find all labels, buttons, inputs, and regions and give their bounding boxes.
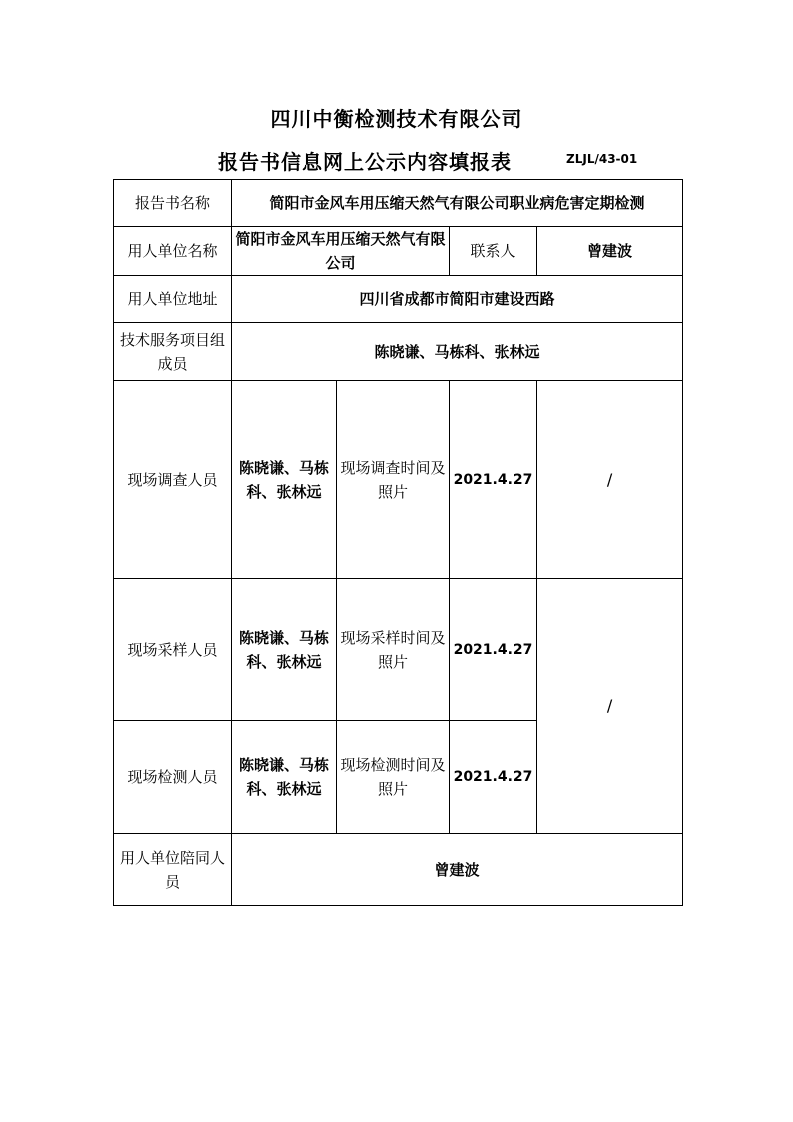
form-title: 报告书信息网上公示内容填报表 <box>218 150 512 174</box>
sampling-row <box>114 579 683 721</box>
employer-address-label: 用人单位地址 <box>114 276 232 323</box>
accompany-value: 曾建波 <box>232 834 683 906</box>
sampling-testing-photo: / <box>537 579 683 834</box>
team-value: 陈晓谦、马栋科、张林远 <box>232 323 683 381</box>
form-code: ZLJL/43-01 <box>566 152 638 166</box>
survey-date: 2021.4.27 <box>450 381 537 579</box>
testing-label: 现场检测人员 <box>114 721 232 834</box>
employer-name-value: 简阳市金风车用压缩天然气有限公司 <box>232 227 450 276</box>
company-title: 四川中衡检测技术有限公司 <box>270 107 523 131</box>
employer-address-row <box>114 276 683 323</box>
accompany-row <box>114 834 683 906</box>
report-name-value: 简阳市金风车用压缩天然气有限公司职业病危害定期检测 <box>232 180 683 227</box>
team-label: 技术服务项目组成员 <box>114 323 232 381</box>
survey-label: 现场调查人员 <box>114 381 232 579</box>
sampling-time-label: 现场采样时间及照片 <box>337 579 450 721</box>
employer-name-label: 用人单位名称 <box>114 227 232 276</box>
employer-name-row <box>114 227 683 276</box>
survey-photo: / <box>537 381 683 579</box>
contact-label: 联系人 <box>450 227 537 276</box>
sampling-label: 现场采样人员 <box>114 579 232 721</box>
sampling-people: 陈晓谦、马栋科、张林远 <box>232 579 337 721</box>
report-name-label: 报告书名称 <box>114 180 232 227</box>
testing-date: 2021.4.27 <box>450 721 537 834</box>
info-table <box>113 179 683 906</box>
survey-time-label: 现场调查时间及照片 <box>337 381 450 579</box>
testing-time-label: 现场检测时间及照片 <box>337 721 450 834</box>
employer-address-value: 四川省成都市简阳市建设西路 <box>232 276 683 323</box>
contact-value: 曾建波 <box>537 227 683 276</box>
accompany-label: 用人单位陪同人员 <box>114 834 232 906</box>
survey-people: 陈晓谦、马栋科、张林远 <box>232 381 337 579</box>
report-name-row <box>114 180 683 227</box>
sampling-date: 2021.4.27 <box>450 579 537 721</box>
testing-people: 陈晓谦、马栋科、张林远 <box>232 721 337 834</box>
survey-row <box>114 381 683 579</box>
team-row <box>114 323 683 381</box>
